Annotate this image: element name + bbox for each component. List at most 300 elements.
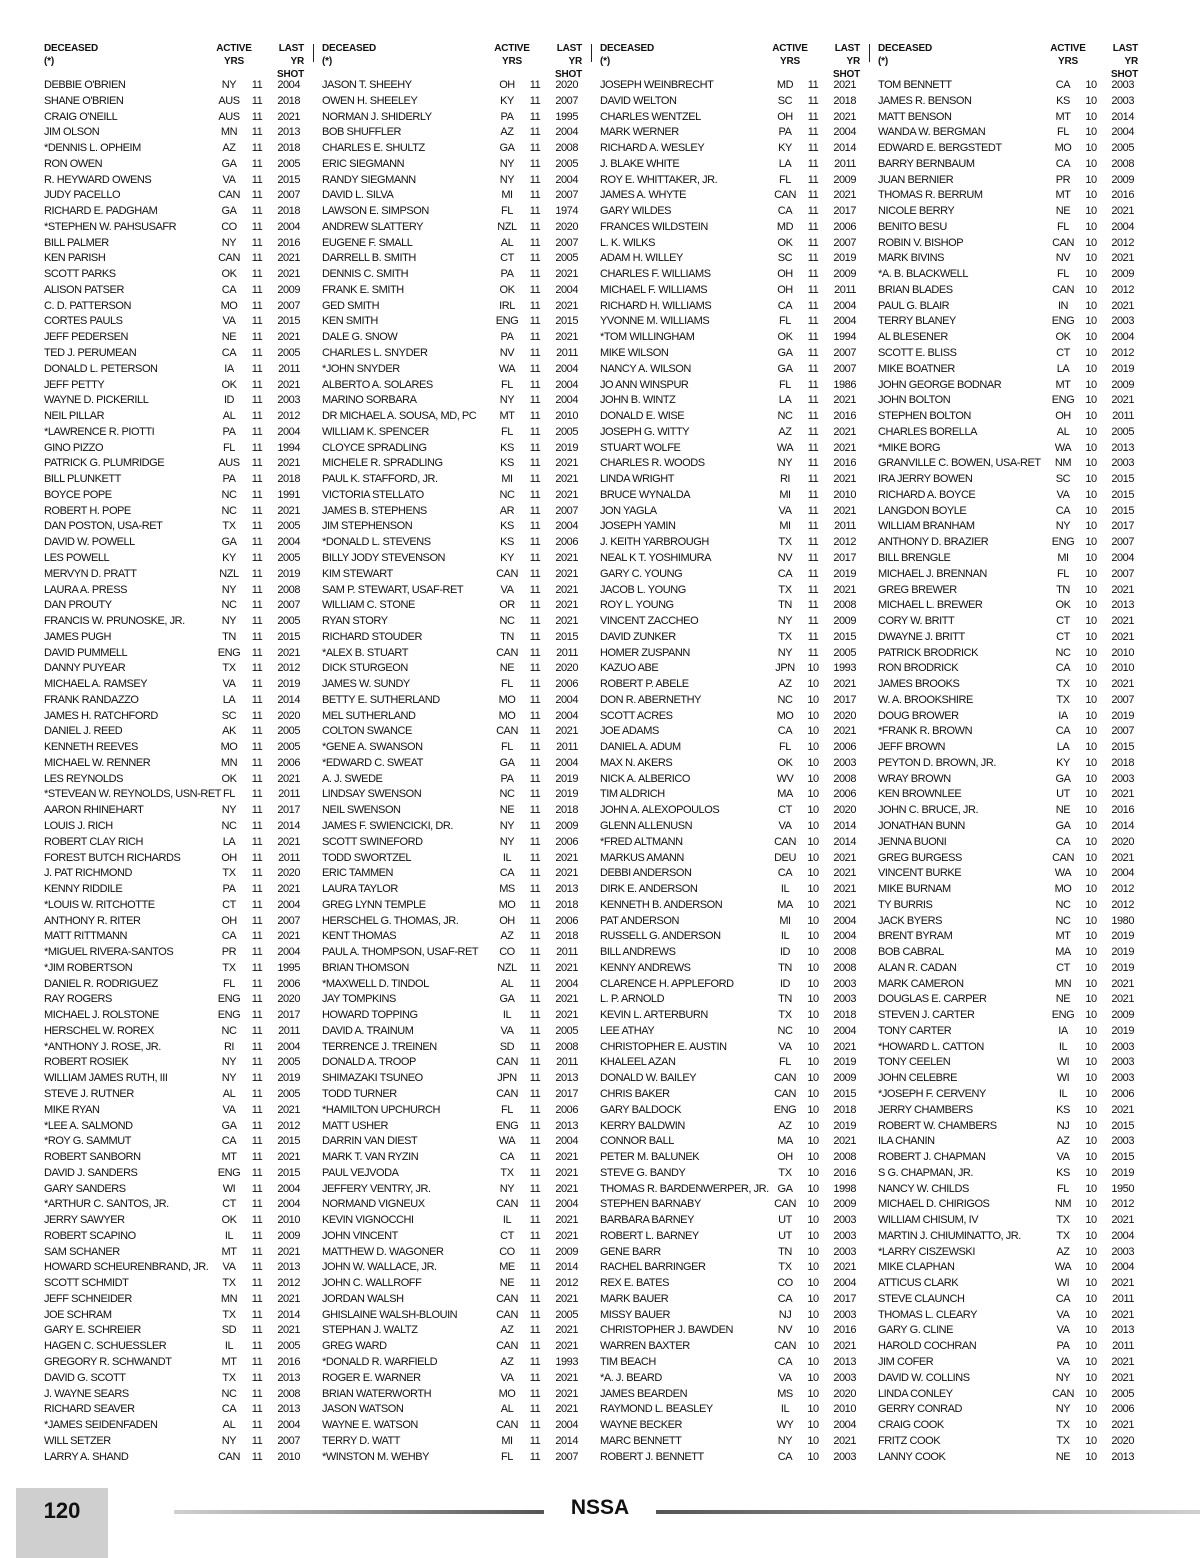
roster-row	[600, 551, 865, 567]
member-last-yr-shot: 2005	[1111, 425, 1134, 438]
member-state: VA	[500, 1371, 514, 1384]
member-last-yr-shot: 2021	[833, 1135, 856, 1148]
member-active-yrs: 11	[251, 1324, 263, 1337]
member-name: PATRICK BRODRICK	[878, 646, 978, 659]
member-name: JIM STEPHENSON	[322, 520, 413, 533]
member-last-yr-shot: 2017	[833, 205, 856, 218]
member-name: RICHARD A. WESLEY	[600, 142, 705, 155]
member-last-yr-shot: 2013	[833, 1356, 856, 1369]
roster-row	[44, 173, 309, 189]
member-name: GERRY CONRAD	[878, 1403, 963, 1416]
member-state: OK	[777, 331, 793, 344]
member-name: *WINSTON M. WEHBY	[322, 1450, 430, 1463]
member-last-yr-shot: 2005	[555, 1308, 578, 1321]
member-state: NY	[1055, 520, 1071, 533]
member-active-yrs: 11	[807, 630, 819, 643]
member-state: CT	[778, 804, 792, 817]
member-active-yrs: 11	[529, 1119, 541, 1132]
member-name: KEN SMITH	[322, 315, 378, 328]
member-last-yr-shot: 2021	[277, 883, 300, 896]
member-state: AK	[222, 725, 236, 738]
member-active-yrs: 11	[251, 394, 263, 407]
roster-column	[600, 40, 865, 1470]
member-active-yrs: 10	[1085, 1151, 1097, 1164]
member-name: KEVIN VIGNOCCHI	[322, 1214, 414, 1227]
roster-row	[322, 1434, 587, 1450]
roster-row	[322, 299, 587, 315]
member-state: FL	[779, 741, 791, 754]
roster-row	[878, 251, 1143, 267]
member-state: CA	[777, 1292, 793, 1305]
member-state: MN	[220, 1292, 238, 1305]
member-active-yrs: 10	[1085, 1119, 1097, 1132]
member-last-yr-shot: 2021	[833, 867, 856, 880]
member-active-yrs: 11	[251, 425, 263, 438]
member-last-yr-shot: 2004	[555, 362, 578, 375]
member-name: *FRED ALTMANN	[600, 835, 683, 848]
member-last-yr-shot: 2013	[1111, 1324, 1134, 1337]
roster-row	[44, 693, 309, 709]
roster-row	[322, 1245, 587, 1261]
member-last-yr-shot: 2021	[833, 110, 856, 123]
member-name: DICK STURGEON	[322, 662, 408, 675]
member-state: PA	[778, 126, 792, 139]
member-active-yrs: 10	[1085, 94, 1097, 107]
member-active-yrs: 10	[1085, 1387, 1097, 1400]
member-active-yrs: 11	[251, 1403, 263, 1416]
member-last-yr-shot: 2013	[277, 1371, 300, 1384]
roster-row	[322, 488, 587, 504]
member-state: TX	[500, 1166, 514, 1179]
member-name: THOMAS R. BERRUM	[878, 189, 983, 202]
member-state: AL	[500, 977, 514, 990]
member-last-yr-shot: 2018	[555, 930, 578, 943]
member-name: IRA JERRY BOWEN	[878, 473, 973, 486]
roster-row	[878, 1245, 1143, 1261]
member-name: JERRY CHAMBERS	[878, 1103, 973, 1116]
member-name: *GENE A. SWANSON	[322, 741, 423, 754]
member-state: CA	[221, 283, 237, 296]
member-active-yrs: 10	[1085, 961, 1097, 974]
member-active-yrs: 11	[807, 79, 819, 91]
roster-row	[44, 1213, 309, 1229]
member-state: PA	[500, 772, 514, 785]
member-name: DONALD A. TROOP	[322, 1056, 416, 1069]
member-name: OWEN H. SHEELEY	[322, 94, 418, 107]
member-active-yrs: 10	[807, 883, 819, 896]
roster-row	[878, 1229, 1143, 1245]
member-name: LANGDON BOYLE	[878, 504, 967, 517]
member-last-yr-shot: 2017	[1111, 520, 1134, 533]
member-active-yrs: 11	[529, 1056, 541, 1069]
member-active-yrs: 10	[1085, 867, 1097, 880]
member-active-yrs: 11	[251, 331, 263, 344]
member-name: DONALD L. PETERSON	[44, 362, 158, 375]
member-last-yr-shot: 1991	[277, 488, 300, 501]
member-state: CA	[1055, 835, 1071, 848]
member-active-yrs: 11	[251, 441, 263, 454]
member-active-yrs: 11	[529, 930, 541, 943]
member-name: FRANCES WILDSTEIN	[600, 220, 708, 233]
member-active-yrs: 11	[529, 1450, 541, 1463]
member-state: NE	[1055, 804, 1071, 817]
member-active-yrs: 10	[807, 1261, 819, 1274]
member-name: CHRISTOPHER J. BAWDEN	[600, 1324, 733, 1337]
member-state: AL	[500, 236, 514, 249]
roster-row	[44, 614, 309, 630]
member-active-yrs: 11	[807, 283, 819, 296]
member-last-yr-shot: 2010	[833, 488, 856, 501]
member-state: CT	[1056, 615, 1070, 628]
member-state: IA	[1058, 709, 1068, 722]
member-active-yrs: 10	[807, 914, 819, 927]
member-last-yr-shot: 2019	[555, 772, 578, 785]
member-name: ERIC TAMMEN	[322, 867, 394, 880]
roster-row	[44, 598, 309, 614]
member-state: KS	[1056, 1103, 1070, 1116]
member-state: NC	[1055, 646, 1071, 659]
member-state: CAN	[496, 567, 518, 580]
member-active-yrs: 11	[529, 961, 541, 974]
member-state: AZ	[500, 126, 514, 139]
roster-row	[322, 1450, 587, 1466]
member-last-yr-shot: 2016	[833, 1324, 856, 1337]
member-name: SHANE O'BRIEN	[44, 94, 124, 107]
member-last-yr-shot: 2010	[833, 1403, 856, 1416]
roster-row	[600, 78, 865, 94]
roster-row	[600, 110, 865, 126]
member-active-yrs: 10	[807, 1119, 819, 1132]
member-last-yr-shot: 2004	[555, 977, 578, 990]
member-state: CAN	[218, 1450, 240, 1463]
member-state: GA	[499, 993, 515, 1006]
member-state: NY	[221, 615, 237, 628]
member-state: OH	[499, 79, 515, 91]
member-name: EDWARD E. BERGSTEDT	[878, 142, 1002, 155]
member-active-yrs: 11	[807, 299, 819, 312]
page-number: 120	[43, 1498, 81, 1523]
member-name: RAYMOND L. BEASLEY	[600, 1403, 713, 1416]
member-name: *MIKE BORG	[878, 441, 941, 454]
member-name: MARTIN J. CHIUMINATTO, JR.	[878, 1229, 1021, 1242]
member-state: GA	[499, 142, 515, 155]
roster-row	[322, 330, 587, 346]
member-active-yrs: 11	[529, 536, 541, 549]
roster-row	[600, 425, 865, 441]
member-state: NC	[221, 504, 237, 517]
roster-row	[600, 1323, 865, 1339]
member-active-yrs: 10	[1085, 504, 1097, 517]
member-state: MA	[1055, 946, 1071, 959]
member-active-yrs: 11	[529, 520, 541, 533]
member-last-yr-shot: 1993	[555, 1356, 578, 1369]
member-name: RICHARD E. PADGHAM	[44, 205, 158, 218]
roster-row	[600, 898, 865, 914]
roster-row	[878, 1040, 1143, 1056]
member-last-yr-shot: 2021	[833, 441, 856, 454]
roster-row	[322, 173, 587, 189]
member-last-yr-shot: 2020	[833, 804, 856, 817]
member-state: FL	[501, 378, 513, 391]
roster-row	[44, 1008, 309, 1024]
member-name: MIKE BOATNER	[878, 362, 955, 375]
member-last-yr-shot: 2013	[555, 1119, 578, 1132]
roster-row	[600, 1087, 865, 1103]
member-last-yr-shot: 2014	[277, 693, 300, 706]
member-name: SAM SCHANER	[44, 1245, 120, 1258]
member-active-yrs: 11	[529, 110, 541, 123]
member-state: NV	[777, 1324, 793, 1337]
member-name: MARK WERNER	[600, 126, 679, 139]
roster-row	[322, 819, 587, 835]
member-state: PR	[1055, 173, 1071, 186]
member-state: MO	[498, 898, 516, 911]
member-state: LA	[1056, 362, 1070, 375]
member-name: *STEPHEN W. PAHSUSAFR	[44, 220, 177, 233]
member-last-yr-shot: 2003	[277, 394, 300, 407]
roster-row	[322, 630, 587, 646]
roster-row	[322, 787, 587, 803]
member-name: J. KEITH YARBROUGH	[600, 536, 709, 549]
member-name: MICHAEL W. RENNER	[44, 756, 151, 769]
member-name: *DENNIS L. OPHEIM	[44, 142, 141, 155]
member-active-yrs: 10	[1085, 756, 1097, 769]
roster-row	[322, 1308, 587, 1324]
member-name: ROBERT W. CHAMBERS	[878, 1119, 997, 1132]
member-name: MATT USHER	[322, 1119, 388, 1132]
member-state: MI	[779, 520, 791, 533]
member-name: *STEVEAN W. REYNOLDS, USN-RET	[44, 788, 222, 801]
member-active-yrs: 10	[1085, 993, 1097, 1006]
member-last-yr-shot: 2011	[278, 1024, 300, 1037]
roster-row	[322, 378, 587, 394]
roster-row	[44, 1134, 309, 1150]
member-state: OK	[499, 283, 515, 296]
member-active-yrs: 11	[529, 646, 541, 659]
roster-row	[44, 125, 309, 141]
member-name: DAVID A. TRAINUM	[322, 1024, 414, 1037]
member-last-yr-shot: 2005	[277, 551, 300, 564]
member-active-yrs: 11	[529, 1292, 541, 1305]
member-active-yrs: 11	[529, 299, 541, 312]
member-name: ROBERT ROSIEK	[44, 1056, 129, 1069]
member-state: NV	[499, 347, 515, 360]
member-name: BRIAN BLADES	[878, 283, 953, 296]
member-name: YVONNE M. WILLIAMS	[600, 315, 710, 328]
roster-row	[322, 157, 587, 173]
member-last-yr-shot: 2021	[833, 851, 856, 864]
member-last-yr-shot: 2021	[277, 1103, 300, 1116]
member-name: SCOTT SCHMIDT	[44, 1277, 129, 1290]
roster-row	[878, 236, 1143, 252]
member-state: WI	[1056, 1072, 1070, 1085]
roster-row	[44, 157, 309, 173]
member-name: BILL ANDREWS	[600, 946, 676, 959]
member-active-yrs: 10	[1085, 157, 1097, 170]
roster-row	[44, 409, 309, 425]
member-state: MI	[501, 473, 513, 486]
roster-row	[600, 378, 865, 394]
member-state: MT	[1055, 110, 1071, 123]
member-name: BILL BRENGLE	[878, 551, 951, 564]
member-active-yrs: 11	[529, 977, 541, 990]
member-name: VINCENT ZACCHEO	[600, 615, 699, 628]
member-state: AZ	[778, 425, 792, 438]
member-active-yrs: 11	[251, 772, 263, 785]
roster-row	[600, 945, 865, 961]
member-state: NE	[499, 804, 515, 817]
roster-row	[600, 961, 865, 977]
member-last-yr-shot: 2005	[277, 741, 300, 754]
member-last-yr-shot: 2021	[1111, 394, 1134, 407]
member-active-yrs: 10	[807, 851, 819, 864]
member-state: AZ	[222, 142, 236, 155]
member-state: VA	[222, 1261, 236, 1274]
roster-row	[878, 1339, 1143, 1355]
column-header	[878, 40, 1143, 80]
member-name: *ALEX B. STUART	[322, 646, 408, 659]
member-name: JACOB L. YOUNG	[600, 583, 686, 596]
member-name: BOB CABRAL	[878, 946, 944, 959]
member-active-yrs: 10	[1085, 977, 1097, 990]
member-state: NE	[1055, 1450, 1071, 1463]
member-name: FRANK RANDAZZO	[44, 693, 139, 706]
roster-row	[878, 945, 1143, 961]
member-last-yr-shot: 2012	[277, 1277, 300, 1290]
member-active-yrs: 11	[251, 1229, 263, 1242]
member-state: ENG	[217, 646, 241, 659]
roster-row	[322, 1213, 587, 1229]
member-state: IRL	[499, 299, 515, 312]
member-name: FRITZ COOK	[878, 1434, 941, 1447]
member-last-yr-shot: 2007	[277, 914, 300, 927]
roster-row	[44, 898, 309, 914]
member-state: KS	[500, 536, 514, 549]
member-last-yr-shot: 2011	[556, 646, 578, 659]
roster-row	[44, 94, 309, 110]
roster-row	[322, 1371, 587, 1387]
member-last-yr-shot: 2011	[556, 347, 578, 360]
member-state: NC	[777, 410, 793, 423]
member-state: NY	[221, 1056, 237, 1069]
member-last-yr-shot: 2004	[833, 930, 856, 943]
member-active-yrs: 10	[807, 741, 819, 754]
member-state: KY	[1056, 756, 1070, 769]
member-state: FL	[223, 788, 235, 801]
member-last-yr-shot: 2021	[1111, 1371, 1134, 1384]
member-active-yrs: 10	[807, 804, 819, 817]
member-state: VA	[1056, 1151, 1070, 1164]
member-name: KEN PARISH	[44, 252, 106, 265]
member-active-yrs: 10	[1085, 1182, 1097, 1195]
roster-row	[878, 724, 1143, 740]
member-name: MATTHEW D. WAGONER	[322, 1245, 444, 1258]
roster-row	[600, 1024, 865, 1040]
member-name: S G. CHAPMAN, JR.	[878, 1166, 974, 1179]
member-last-yr-shot: 2018	[277, 142, 300, 155]
member-last-yr-shot: 2021	[277, 504, 300, 517]
roster-row	[322, 835, 587, 851]
member-active-yrs: 11	[251, 362, 263, 375]
member-name: CHARLES R. WOODS	[600, 457, 705, 470]
member-name: JOHN C. WALLROFF	[322, 1277, 422, 1290]
member-name: MICHAEL D. CHIRIGOS	[878, 1198, 990, 1211]
roster-row	[600, 330, 865, 346]
member-last-yr-shot: 2005	[277, 520, 300, 533]
member-state: NC	[1055, 914, 1071, 927]
member-last-yr-shot: 2011	[834, 157, 856, 170]
roster-row	[322, 220, 587, 236]
roster-row	[44, 1339, 309, 1355]
member-state: NC	[499, 488, 515, 501]
member-name: ROBERT L. BARNEY	[600, 1229, 699, 1242]
member-name: BARBARA BARNEY	[600, 1214, 694, 1227]
member-last-yr-shot: 2014	[1111, 110, 1134, 123]
member-active-yrs: 11	[251, 1214, 263, 1227]
roster-row	[878, 551, 1143, 567]
member-state: OH	[777, 268, 793, 281]
member-active-yrs: 10	[1085, 410, 1097, 423]
member-name: *LARRY CISZEWSKI	[878, 1245, 975, 1258]
member-name: DAVID ZUNKER	[600, 630, 676, 643]
member-state: LA	[778, 394, 792, 407]
member-name: WILLIAM CHISUM, IV	[878, 1214, 979, 1227]
member-name: JAMES BROOKS	[878, 678, 960, 691]
member-last-yr-shot: 2003	[1111, 315, 1134, 328]
member-name: *JIM ROBERTSON	[44, 961, 133, 974]
roster-row	[600, 1434, 865, 1450]
member-name: J. PAT RICHMOND	[44, 867, 132, 880]
member-state: OH	[499, 914, 515, 927]
roster-row	[600, 1229, 865, 1245]
roster-row	[44, 314, 309, 330]
roster-row	[878, 1434, 1143, 1450]
member-last-yr-shot: 2006	[1111, 1403, 1134, 1416]
roster-row	[44, 851, 309, 867]
member-state: TX	[1056, 1434, 1070, 1447]
member-state: CAN	[774, 1198, 796, 1211]
member-active-yrs: 11	[807, 599, 819, 612]
member-name: AL BLESENER	[878, 331, 948, 344]
member-state: IL	[780, 1403, 790, 1416]
roster-row	[322, 441, 587, 457]
roster-row	[878, 157, 1143, 173]
roster-row	[878, 1323, 1143, 1339]
member-active-yrs: 10	[1085, 662, 1097, 675]
roster-row	[600, 787, 865, 803]
member-active-yrs: 10	[807, 1040, 819, 1053]
member-name: REX E. BATES	[600, 1277, 669, 1290]
header-shot: SHOT	[555, 69, 582, 80]
header-last-yr: LAST YR	[1112, 43, 1138, 67]
member-last-yr-shot: 2011	[278, 851, 300, 864]
roster-row	[878, 1119, 1143, 1135]
member-name: PAUL VEJVODA	[322, 1166, 399, 1179]
member-active-yrs: 11	[529, 993, 541, 1006]
member-active-yrs: 10	[807, 1340, 819, 1353]
member-active-yrs: 10	[1085, 1261, 1097, 1274]
member-active-yrs: 11	[251, 283, 263, 296]
member-last-yr-shot: 2021	[555, 867, 578, 880]
column-header	[322, 40, 587, 80]
header-deceased: DECEASED	[44, 43, 98, 54]
member-state: OR	[499, 599, 515, 612]
roster-row	[600, 141, 865, 157]
member-last-yr-shot: 2003	[1111, 1040, 1134, 1053]
member-name: HERSCHEL G. THOMAS, JR.	[322, 914, 459, 927]
member-name: STEVE G. BANDY	[600, 1166, 686, 1179]
member-last-yr-shot: 2021	[555, 1292, 578, 1305]
